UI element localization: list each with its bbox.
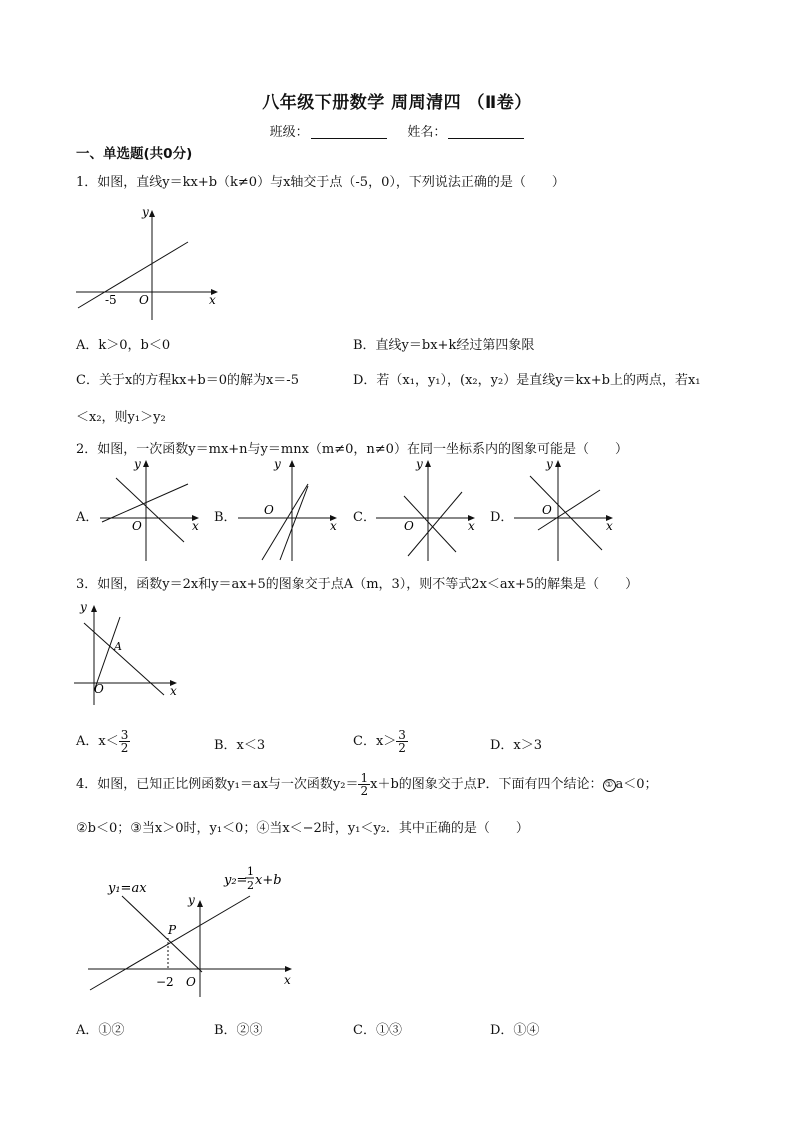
q3-stem: 3．如图，函数y＝2x和y＝ax+5的图象交于点A（m，3），则不等式2x＜ax+5的解集是（ ） [76, 577, 639, 592]
student-info [0, 121, 794, 140]
q4-stem: 4．如图，已知正比例函数y₁＝ax与一次函数y₂＝ $\frac{1}{2}$ x＋b的图象交于点P．下面有四个结论： ① a＜0； [76, 771, 658, 798]
svg-text:A: A [114, 640, 122, 653]
svg-text:x: x [330, 519, 337, 533]
q4-option-c[interactable]: C．①③ [353, 1023, 402, 1038]
svg-text:O: O [404, 519, 414, 533]
q2-option-b-label[interactable]: B． [214, 510, 237, 525]
svg-text:O: O [542, 503, 552, 517]
svg-text:O: O [264, 503, 274, 517]
q1-y-arrow [149, 210, 155, 217]
q1-option-d-cont: ＜x₂，则y₁＞y₂ [76, 410, 166, 425]
class-blank[interactable] [311, 125, 387, 139]
svg-text:x: x [170, 684, 177, 698]
q1-line [78, 242, 188, 308]
q1-option-b[interactable]: B．直线y＝bx+k经过第四象限 [353, 338, 535, 353]
q3-line-2x [94, 617, 120, 691]
svg-text:y: y [134, 457, 141, 471]
q4-line2-label: y₂= [224, 873, 248, 888]
q2-option-d-label[interactable]: D． [490, 510, 514, 525]
svg-text:−2: −2 [156, 975, 174, 989]
q1-graph [70, 200, 230, 324]
svg-text:y: y [546, 457, 553, 471]
q4-option-a[interactable]: A．①② [76, 1023, 125, 1038]
q1-y-label: y [142, 205, 149, 219]
page-title: 八年级下册数学 周周清四 （Ⅱ卷） [262, 93, 532, 113]
q1-option-a[interactable]: A．k＞0，b＜0 [76, 338, 171, 353]
q4-option-b[interactable]: B．②③ [214, 1023, 263, 1038]
svg-text:y₁=ax: y₁=ax [108, 881, 147, 896]
q1-stem: 1．如图，直线y＝kx+b（k≠0）与x轴交于点（-5，0），下列说法正确的是（ ） [76, 175, 565, 190]
svg-text:x: x [284, 973, 291, 987]
q3-option-a[interactable]: A．x＜ $\frac{3}{2}$ [76, 728, 129, 755]
q2-option-a-label[interactable]: A． [76, 510, 99, 525]
section-title: 一、单选题(共0分) [76, 146, 193, 162]
svg-text:x: x [606, 519, 613, 533]
q1-option-d[interactable]: D．若（x₁，y₁），(x₂，y₂）是直线y＝kx+b上的两点，若x₁ [353, 373, 701, 388]
q2-option-c-label[interactable]: C． [353, 510, 376, 525]
class-label: 班级： [269, 125, 309, 140]
q2-graph-c[interactable] [372, 456, 482, 566]
q4-graph [84, 862, 304, 1000]
q1-tick-label: -5 [105, 293, 117, 307]
svg-text:2: 2 [247, 879, 254, 892]
svg-text:O: O [132, 519, 142, 533]
svg-text:y: y [188, 893, 195, 907]
svg-text:y: y [80, 600, 87, 614]
svg-text:x+b: x+b [255, 873, 282, 888]
svg-text:P: P [168, 923, 177, 937]
q2-stem: 2．如图，一次函数y＝mx+n与y＝mnx（m≠0，n≠0）在同一坐标系内的图象可能是（ ） [76, 442, 628, 457]
q4-option-d[interactable]: D．①④ [490, 1023, 540, 1038]
q1-option-c[interactable]: C．关于x的方程kx+b＝0的解为x＝-5 [76, 373, 299, 388]
name-label: 姓名： [407, 125, 447, 140]
name-blank[interactable] [448, 125, 524, 139]
q2-graph-a[interactable] [96, 456, 206, 566]
svg-text:x: x [468, 519, 475, 533]
q2-graph-b[interactable] [234, 456, 344, 566]
svg-text:O: O [186, 975, 196, 989]
svg-text:x: x [192, 519, 199, 533]
svg-text:O: O [94, 682, 104, 696]
svg-text:1: 1 [247, 865, 254, 878]
q2-graph-d[interactable] [510, 456, 620, 566]
q3-graph [70, 595, 188, 709]
svg-text:y: y [274, 457, 281, 471]
q1-x-label: x [209, 293, 216, 307]
q3-option-d[interactable]: D．x＞3 [490, 738, 543, 753]
q3-option-c[interactable]: C．x＞ $\frac{3}{2}$ [353, 728, 406, 755]
q1-origin-label: O [139, 293, 149, 307]
svg-text:y: y [416, 457, 423, 471]
q4-stem-cont: ②b＜0；③当x＞0时，y₁＜0；④当x＜−2时，y₁＜y₂．其中正确的是（ ） [76, 821, 529, 836]
q3-option-b[interactable]: B．x＜3 [214, 738, 266, 753]
q4-line-y1 [122, 896, 202, 972]
